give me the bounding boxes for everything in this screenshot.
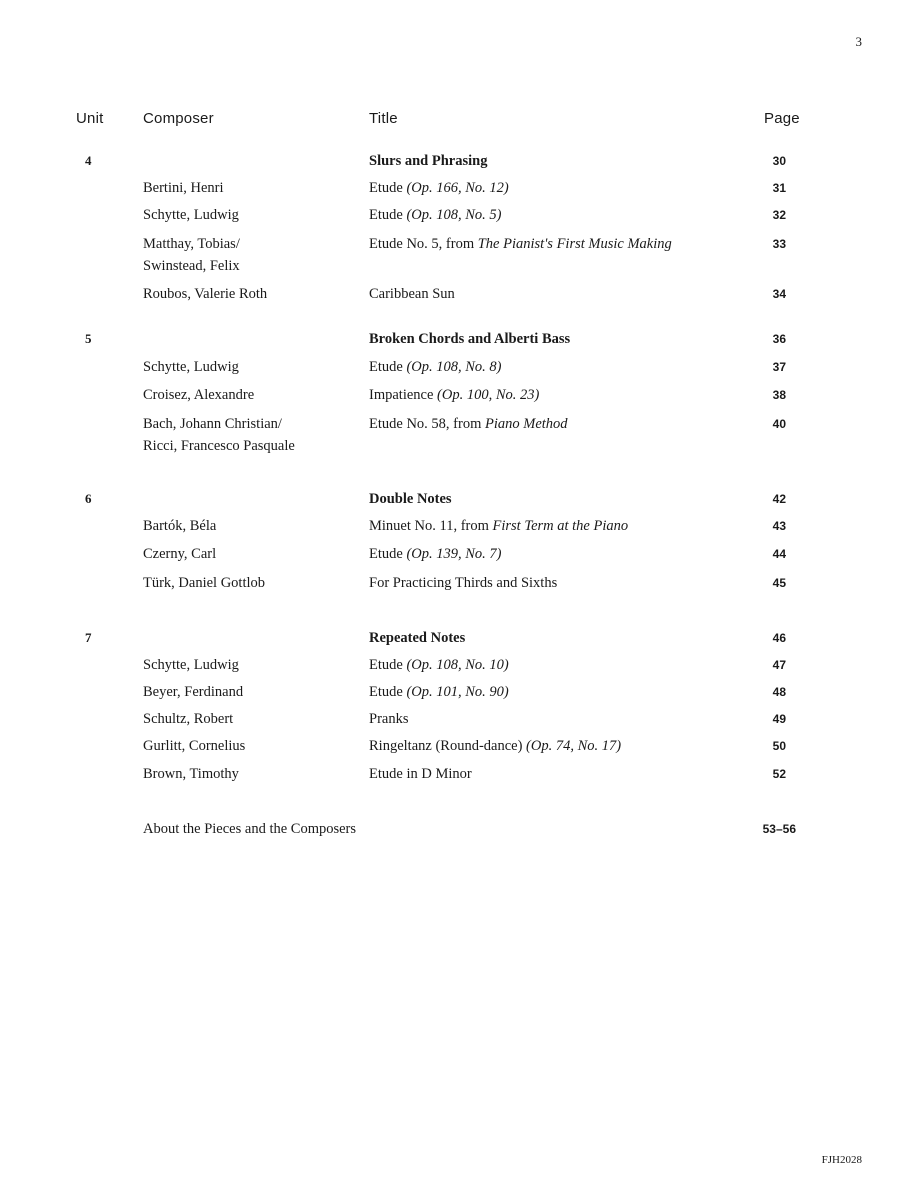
page-ref: 37 xyxy=(772,360,786,374)
composer-name: Croisez, Alexandre xyxy=(143,387,255,403)
page-ref: 43 xyxy=(772,519,786,533)
piece-title: For Practicing Thirds and Sixths xyxy=(369,575,558,591)
piece-title: Impatience (Op. 100, No. 23) xyxy=(369,387,540,403)
piece-title: Etude (Op. 101, No. 90) xyxy=(369,684,509,700)
composer-name: Roubos, Valerie Roth xyxy=(143,286,268,302)
page-ref: 50 xyxy=(772,739,786,753)
unit-number: 5 xyxy=(85,331,92,346)
page-ref: 45 xyxy=(772,576,786,590)
section-title: Slurs and Phrasing xyxy=(369,153,488,169)
page-ref: 38 xyxy=(772,388,786,402)
page-ref: 42 xyxy=(772,492,786,506)
composer-name: Schultz, Robert xyxy=(143,711,234,727)
piece-title: Etude (Op. 108, No. 8) xyxy=(369,359,502,375)
composer-name: Schytte, Ludwig xyxy=(143,359,239,375)
page-ref: 40 xyxy=(772,417,786,431)
piece-title: Etude No. 58, from Piano Method xyxy=(369,416,568,432)
page-ref: 33 xyxy=(772,237,786,251)
page-ref: 46 xyxy=(772,631,786,645)
page-ref: 44 xyxy=(772,547,786,561)
page-ref: 30 xyxy=(772,154,786,168)
page-ref: 52 xyxy=(772,767,786,781)
toc-header xyxy=(0,110,900,132)
composer-name: Schytte, Ludwig xyxy=(143,207,239,223)
unit-number: 6 xyxy=(85,491,92,506)
composer-name: Bertini, Henri xyxy=(143,180,224,196)
composer-name: Brown, Timothy xyxy=(143,766,239,782)
page-ref: 36 xyxy=(772,332,786,346)
page-ref: 47 xyxy=(772,658,786,672)
unit-number: 7 xyxy=(85,630,92,645)
unit-number: 4 xyxy=(85,153,92,168)
composer-name: Türk, Daniel Gottlob xyxy=(143,575,266,591)
composer-name: Bartók, Béla xyxy=(143,518,217,534)
page-ref: 32 xyxy=(772,208,786,222)
section-title: Broken Chords and Alberti Bass xyxy=(369,331,571,347)
composer-name: Gurlitt, Cornelius xyxy=(143,738,246,754)
header-unit: Unit xyxy=(76,110,104,127)
piece-title: Etude No. 5, from The Pianist's First Music Making xyxy=(369,236,672,252)
piece-title: Ringeltanz (Round-dance) (Op. 74, No. 17) xyxy=(369,738,622,754)
composer-name: Matthay, Tobias/ Swinstead, Felix xyxy=(143,236,240,274)
piece-title: Etude (Op. 139, No. 7) xyxy=(369,546,502,562)
composer-name: Czerny, Carl xyxy=(143,546,217,562)
section-title: Repeated Notes xyxy=(369,630,466,646)
piece-title: Pranks xyxy=(369,711,409,727)
piece-title: Etude in D Minor xyxy=(369,766,472,782)
header-title: Title xyxy=(369,110,398,127)
page-number: 3 xyxy=(855,34,862,49)
composer-name: Bach, Johann Christian/ Ricci, Francesco Pasquale xyxy=(143,416,295,454)
page-ref: 31 xyxy=(772,181,786,195)
header-page: Page xyxy=(764,110,800,127)
about-label: About the Pieces and the Composers xyxy=(143,821,357,837)
page-ref: 49 xyxy=(772,712,786,726)
piece-title: Caribbean Sun xyxy=(369,286,455,302)
composer-name: Schytte, Ludwig xyxy=(143,657,239,673)
composer-name: Beyer, Ferdinand xyxy=(143,684,244,700)
piece-title: Etude (Op. 166, No. 12) xyxy=(369,180,509,196)
piece-title: Minuet No. 11, from First Term at the Piano xyxy=(369,518,629,534)
section-title: Double Notes xyxy=(369,491,452,507)
footer-code: FJH2028 xyxy=(821,1154,862,1166)
header-composer: Composer xyxy=(143,110,214,127)
piece-title: Etude (Op. 108, No. 5) xyxy=(369,207,502,223)
piece-title: Etude (Op. 108, No. 10) xyxy=(369,657,509,673)
page-ref: 48 xyxy=(772,685,786,699)
page-ref: 53–56 xyxy=(762,822,796,836)
page-ref: 34 xyxy=(772,287,786,301)
